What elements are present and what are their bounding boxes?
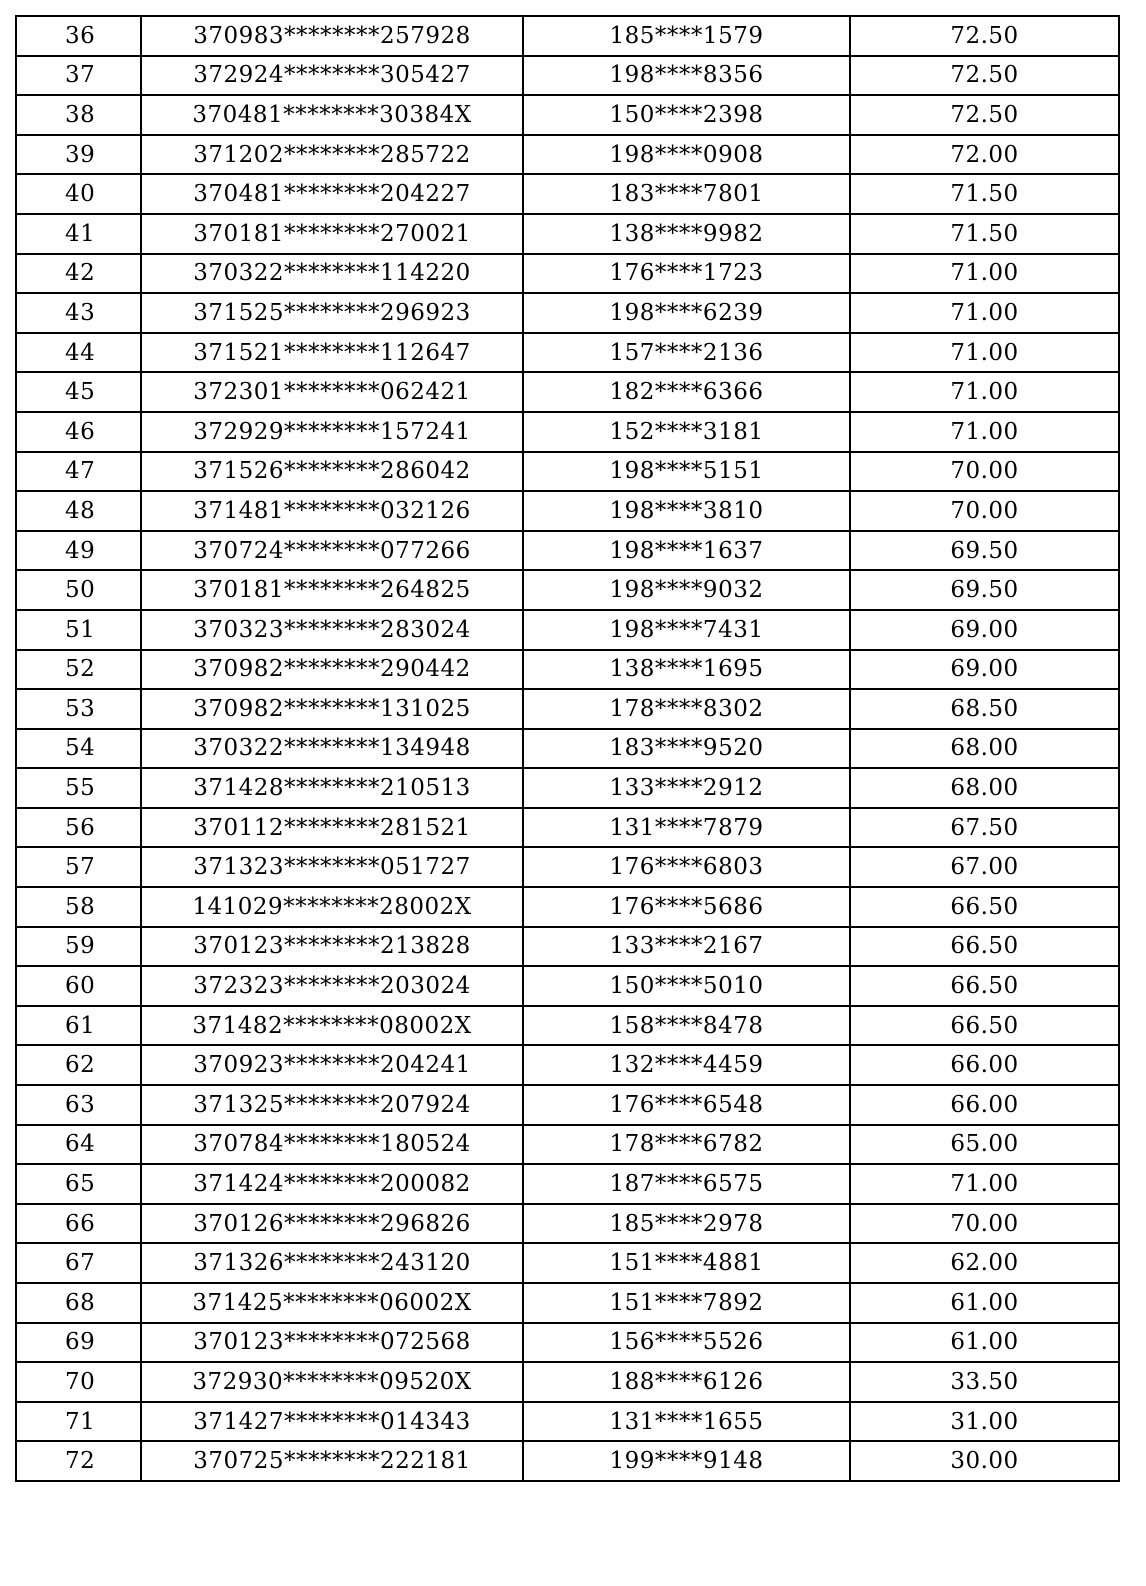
id-number-cell: 370181********270021 bbox=[141, 214, 523, 254]
table-row bbox=[16, 56, 1119, 96]
row-number-cell: 44 bbox=[16, 333, 141, 373]
score-cell: 68.00 bbox=[850, 729, 1119, 769]
phone-number-cell: 187****6575 bbox=[523, 1164, 850, 1204]
id-number-cell: 370123********213828 bbox=[141, 927, 523, 967]
table-row bbox=[16, 214, 1119, 254]
table-row bbox=[16, 452, 1119, 492]
phone-number-cell: 156****5526 bbox=[523, 1323, 850, 1363]
score-cell: 71.00 bbox=[850, 254, 1119, 294]
phone-number-cell: 198****0908 bbox=[523, 135, 850, 175]
score-cell: 71.00 bbox=[850, 372, 1119, 412]
table-row bbox=[16, 808, 1119, 848]
row-number-cell: 50 bbox=[16, 570, 141, 610]
phone-number-cell: 198****8356 bbox=[523, 56, 850, 96]
score-cell: 71.00 bbox=[850, 293, 1119, 333]
table-row bbox=[16, 1323, 1119, 1363]
phone-number-cell: 151****7892 bbox=[523, 1283, 850, 1323]
row-number-cell: 72 bbox=[16, 1441, 141, 1481]
id-number-cell: 370123********072568 bbox=[141, 1323, 523, 1363]
table-row bbox=[16, 768, 1119, 808]
table-row bbox=[16, 966, 1119, 1006]
row-number-cell: 43 bbox=[16, 293, 141, 333]
score-cell: 72.50 bbox=[850, 95, 1119, 135]
score-cell: 61.00 bbox=[850, 1323, 1119, 1363]
score-cell: 66.00 bbox=[850, 1045, 1119, 1085]
id-number-cell: 141029********28002X bbox=[141, 887, 523, 927]
table-row bbox=[16, 1006, 1119, 1046]
row-number-cell: 57 bbox=[16, 847, 141, 887]
id-number-cell: 370181********264825 bbox=[141, 570, 523, 610]
score-cell: 72.50 bbox=[850, 16, 1119, 56]
row-number-cell: 39 bbox=[16, 135, 141, 175]
score-cell: 66.50 bbox=[850, 887, 1119, 927]
table-row bbox=[16, 729, 1119, 769]
id-number-cell: 370322********134948 bbox=[141, 729, 523, 769]
table-row bbox=[16, 1045, 1119, 1085]
row-number-cell: 64 bbox=[16, 1125, 141, 1165]
phone-number-cell: 176****6548 bbox=[523, 1085, 850, 1125]
table-row bbox=[16, 570, 1119, 610]
table-row bbox=[16, 254, 1119, 294]
id-number-cell: 370481********30384X bbox=[141, 95, 523, 135]
score-cell: 71.00 bbox=[850, 412, 1119, 452]
phone-number-cell: 188****6126 bbox=[523, 1362, 850, 1402]
id-number-cell: 370323********283024 bbox=[141, 610, 523, 650]
results-table bbox=[15, 15, 1120, 1482]
table-row bbox=[16, 135, 1119, 175]
phone-number-cell: 178****6782 bbox=[523, 1125, 850, 1165]
score-cell: 70.00 bbox=[850, 1204, 1119, 1244]
score-cell: 71.00 bbox=[850, 1164, 1119, 1204]
table-row bbox=[16, 927, 1119, 967]
id-number-cell: 371525********296923 bbox=[141, 293, 523, 333]
score-cell: 31.00 bbox=[850, 1402, 1119, 1442]
table-row bbox=[16, 1085, 1119, 1125]
score-cell: 71.50 bbox=[850, 174, 1119, 214]
table-row bbox=[16, 887, 1119, 927]
score-cell: 66.00 bbox=[850, 1085, 1119, 1125]
table-row bbox=[16, 650, 1119, 690]
id-number-cell: 372924********305427 bbox=[141, 56, 523, 96]
phone-number-cell: 198****7431 bbox=[523, 610, 850, 650]
id-number-cell: 370983********257928 bbox=[141, 16, 523, 56]
row-number-cell: 62 bbox=[16, 1045, 141, 1085]
score-cell: 61.00 bbox=[850, 1283, 1119, 1323]
table-row bbox=[16, 610, 1119, 650]
id-number-cell: 372929********157241 bbox=[141, 412, 523, 452]
row-number-cell: 49 bbox=[16, 531, 141, 571]
phone-number-cell: 185****1579 bbox=[523, 16, 850, 56]
phone-number-cell: 185****2978 bbox=[523, 1204, 850, 1244]
phone-number-cell: 176****1723 bbox=[523, 254, 850, 294]
table-row bbox=[16, 1441, 1119, 1481]
phone-number-cell: 152****3181 bbox=[523, 412, 850, 452]
phone-number-cell: 183****9520 bbox=[523, 729, 850, 769]
id-number-cell: 371326********243120 bbox=[141, 1243, 523, 1283]
phone-number-cell: 138****1695 bbox=[523, 650, 850, 690]
row-number-cell: 36 bbox=[16, 16, 141, 56]
table-row bbox=[16, 847, 1119, 887]
row-number-cell: 38 bbox=[16, 95, 141, 135]
phone-number-cell: 198****6239 bbox=[523, 293, 850, 333]
table-row bbox=[16, 1402, 1119, 1442]
row-number-cell: 54 bbox=[16, 729, 141, 769]
score-cell: 62.00 bbox=[850, 1243, 1119, 1283]
phone-number-cell: 183****7801 bbox=[523, 174, 850, 214]
id-number-cell: 370725********222181 bbox=[141, 1441, 523, 1481]
phone-number-cell: 176****6803 bbox=[523, 847, 850, 887]
id-number-cell: 371481********032126 bbox=[141, 491, 523, 531]
table-row bbox=[16, 1243, 1119, 1283]
score-cell: 66.50 bbox=[850, 1006, 1119, 1046]
table-body bbox=[16, 16, 1119, 1481]
score-cell: 65.00 bbox=[850, 1125, 1119, 1165]
id-number-cell: 371202********285722 bbox=[141, 135, 523, 175]
phone-number-cell: 133****2912 bbox=[523, 768, 850, 808]
score-cell: 69.50 bbox=[850, 570, 1119, 610]
score-cell: 30.00 bbox=[850, 1441, 1119, 1481]
row-number-cell: 47 bbox=[16, 452, 141, 492]
phone-number-cell: 157****2136 bbox=[523, 333, 850, 373]
phone-number-cell: 176****5686 bbox=[523, 887, 850, 927]
row-number-cell: 69 bbox=[16, 1323, 141, 1363]
id-number-cell: 370982********290442 bbox=[141, 650, 523, 690]
row-number-cell: 70 bbox=[16, 1362, 141, 1402]
score-cell: 66.50 bbox=[850, 966, 1119, 1006]
id-number-cell: 372301********062421 bbox=[141, 372, 523, 412]
phone-number-cell: 178****8302 bbox=[523, 689, 850, 729]
score-cell: 67.50 bbox=[850, 808, 1119, 848]
row-number-cell: 67 bbox=[16, 1243, 141, 1283]
id-number-cell: 371482********08002X bbox=[141, 1006, 523, 1046]
score-cell: 68.50 bbox=[850, 689, 1119, 729]
score-cell: 66.50 bbox=[850, 927, 1119, 967]
phone-number-cell: 138****9982 bbox=[523, 214, 850, 254]
row-number-cell: 61 bbox=[16, 1006, 141, 1046]
id-number-cell: 370481********204227 bbox=[141, 174, 523, 214]
row-number-cell: 65 bbox=[16, 1164, 141, 1204]
score-cell: 69.00 bbox=[850, 650, 1119, 690]
phone-number-cell: 150****2398 bbox=[523, 95, 850, 135]
id-number-cell: 371325********207924 bbox=[141, 1085, 523, 1125]
phone-number-cell: 133****2167 bbox=[523, 927, 850, 967]
score-cell: 69.50 bbox=[850, 531, 1119, 571]
phone-number-cell: 198****3810 bbox=[523, 491, 850, 531]
id-number-cell: 370724********077266 bbox=[141, 531, 523, 571]
row-number-cell: 37 bbox=[16, 56, 141, 96]
table-row bbox=[16, 1204, 1119, 1244]
table-row bbox=[16, 1125, 1119, 1165]
table-row bbox=[16, 491, 1119, 531]
row-number-cell: 56 bbox=[16, 808, 141, 848]
table-row bbox=[16, 333, 1119, 373]
score-cell: 70.00 bbox=[850, 491, 1119, 531]
score-cell: 69.00 bbox=[850, 610, 1119, 650]
phone-number-cell: 198****9032 bbox=[523, 570, 850, 610]
row-number-cell: 63 bbox=[16, 1085, 141, 1125]
row-number-cell: 71 bbox=[16, 1402, 141, 1442]
id-number-cell: 371521********112647 bbox=[141, 333, 523, 373]
id-number-cell: 371425********06002X bbox=[141, 1283, 523, 1323]
id-number-cell: 370322********114220 bbox=[141, 254, 523, 294]
id-number-cell: 371323********051727 bbox=[141, 847, 523, 887]
table-row bbox=[16, 174, 1119, 214]
phone-number-cell: 131****1655 bbox=[523, 1402, 850, 1442]
row-number-cell: 48 bbox=[16, 491, 141, 531]
id-number-cell: 372323********203024 bbox=[141, 966, 523, 1006]
row-number-cell: 52 bbox=[16, 650, 141, 690]
phone-number-cell: 199****9148 bbox=[523, 1441, 850, 1481]
score-cell: 71.00 bbox=[850, 333, 1119, 373]
id-number-cell: 370982********131025 bbox=[141, 689, 523, 729]
phone-number-cell: 151****4881 bbox=[523, 1243, 850, 1283]
score-cell: 68.00 bbox=[850, 768, 1119, 808]
table-row bbox=[16, 16, 1119, 56]
row-number-cell: 41 bbox=[16, 214, 141, 254]
id-number-cell: 372930********09520X bbox=[141, 1362, 523, 1402]
id-number-cell: 370126********296826 bbox=[141, 1204, 523, 1244]
row-number-cell: 55 bbox=[16, 768, 141, 808]
phone-number-cell: 158****8478 bbox=[523, 1006, 850, 1046]
id-number-cell: 371526********286042 bbox=[141, 452, 523, 492]
phone-number-cell: 150****5010 bbox=[523, 966, 850, 1006]
row-number-cell: 46 bbox=[16, 412, 141, 452]
id-number-cell: 370923********204241 bbox=[141, 1045, 523, 1085]
score-cell: 72.00 bbox=[850, 135, 1119, 175]
phone-number-cell: 198****1637 bbox=[523, 531, 850, 571]
table-row bbox=[16, 1362, 1119, 1402]
score-cell: 70.00 bbox=[850, 452, 1119, 492]
row-number-cell: 68 bbox=[16, 1283, 141, 1323]
row-number-cell: 40 bbox=[16, 174, 141, 214]
row-number-cell: 66 bbox=[16, 1204, 141, 1244]
phone-number-cell: 132****4459 bbox=[523, 1045, 850, 1085]
table-row bbox=[16, 1164, 1119, 1204]
table-row bbox=[16, 95, 1119, 135]
id-number-cell: 371424********200082 bbox=[141, 1164, 523, 1204]
table-row bbox=[16, 1283, 1119, 1323]
score-cell: 33.50 bbox=[850, 1362, 1119, 1402]
phone-number-cell: 182****6366 bbox=[523, 372, 850, 412]
phone-number-cell: 198****5151 bbox=[523, 452, 850, 492]
row-number-cell: 45 bbox=[16, 372, 141, 412]
table-row bbox=[16, 689, 1119, 729]
phone-number-cell: 131****7879 bbox=[523, 808, 850, 848]
row-number-cell: 59 bbox=[16, 927, 141, 967]
table-row bbox=[16, 372, 1119, 412]
id-number-cell: 371427********014343 bbox=[141, 1402, 523, 1442]
score-cell: 72.50 bbox=[850, 56, 1119, 96]
score-cell: 67.00 bbox=[850, 847, 1119, 887]
id-number-cell: 370112********281521 bbox=[141, 808, 523, 848]
table-row bbox=[16, 531, 1119, 571]
id-number-cell: 371428********210513 bbox=[141, 768, 523, 808]
id-number-cell: 370784********180524 bbox=[141, 1125, 523, 1165]
row-number-cell: 58 bbox=[16, 887, 141, 927]
table-row bbox=[16, 412, 1119, 452]
row-number-cell: 42 bbox=[16, 254, 141, 294]
score-cell: 71.50 bbox=[850, 214, 1119, 254]
row-number-cell: 60 bbox=[16, 966, 141, 1006]
row-number-cell: 51 bbox=[16, 610, 141, 650]
row-number-cell: 53 bbox=[16, 689, 141, 729]
table-row bbox=[16, 293, 1119, 333]
